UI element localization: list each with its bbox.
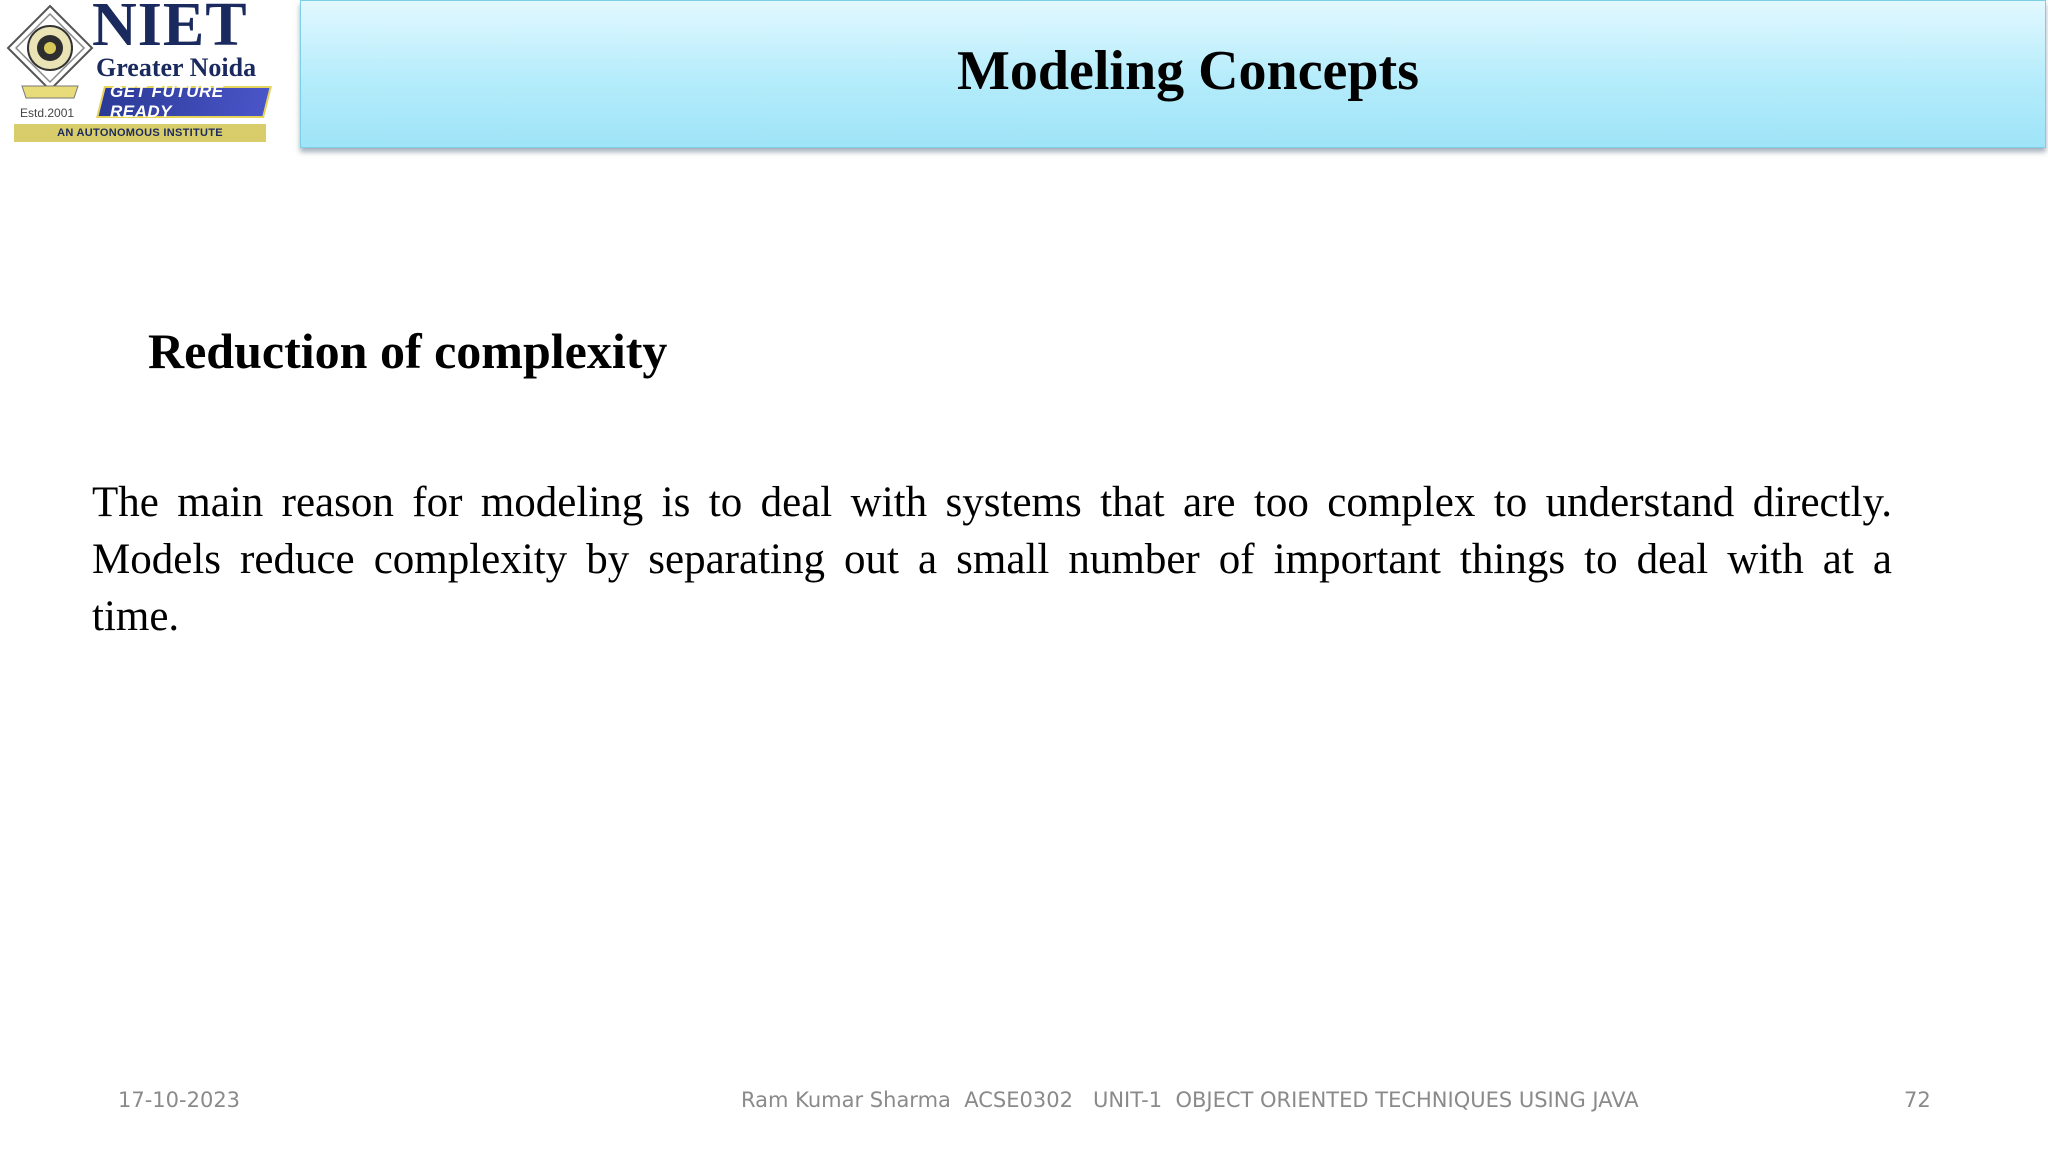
logo-wordmark: NIET [92, 0, 248, 59]
footer-date: 17-10-2023 [118, 1088, 241, 1112]
body-paragraph: The main reason for modeling is to deal with systems that are too complex to understand directly. Models reduce complexity by separating out a small number of important things to deal with at a time. [92, 479, 1892, 640]
institute-logo [0, 0, 268, 146]
footer-page-number: 72 [1904, 1088, 1931, 1112]
footer-course-info: Ram Kumar Sharma ACSE0302 UNIT-1 OBJECT ORIENTED TECHNIQUES USING JAVA [741, 1088, 1639, 1112]
title-bar [300, 0, 2046, 148]
logo-strip [14, 124, 266, 142]
logo-tagline-ribbon [96, 82, 272, 121]
slide-title: Modeling Concepts [957, 40, 1419, 102]
logo-strip-text: AN AUTONOMOUS INSTITUTE [57, 127, 223, 139]
logo-city: Greater Noida [96, 53, 257, 82]
logo-tagline: GET FUTURE READY [110, 82, 224, 121]
institute-seal-icon [4, 4, 96, 104]
logo-established: Estd.2001 [20, 106, 75, 120]
section-heading: Reduction of complexity [148, 323, 668, 379]
